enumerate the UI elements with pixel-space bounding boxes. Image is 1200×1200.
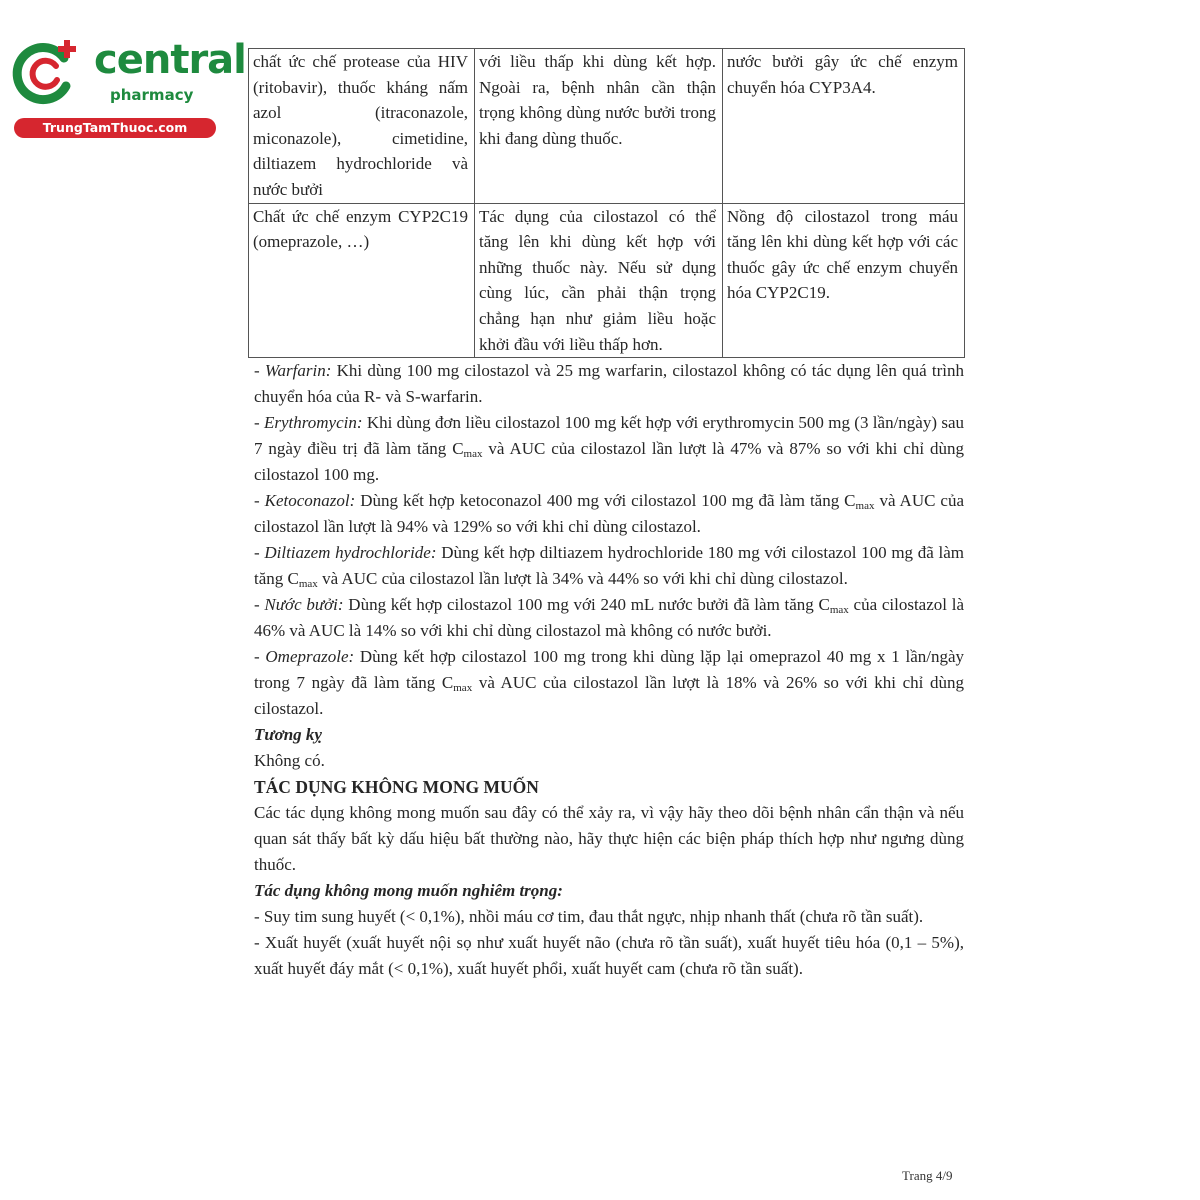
adverse-item: - Suy tim sung huyết (< 0,1%), nhồi máu cơ tim, đau thắt ngực, nhịp nhanh thất (chưa rõ tần suất). [254, 907, 924, 927]
logo-brand-subtitle: pharmacy [110, 86, 194, 104]
drug-name: - Ketoconazol: [254, 491, 356, 511]
logo-site-banner: TrungTamThuoc.com [14, 118, 216, 138]
interaction-warfarin [254, 358, 964, 410]
adverse-effects-intro: Các tác dụng không mong muốn sau đây có thể xảy ra, vì vậy hãy theo dõi bệnh nhân cẩn thận và nếu quan sát thấy bất kỳ dấu hiệu bất thường nào, hãy thực hiện các biện pháp thích hợp như ngưng dùng thuốc. [254, 803, 964, 875]
drug-name: - Omeprazole: [254, 647, 355, 667]
interaction-text: và AUC của cilostazol lần lượt là 18% và 26% so với khi chỉ dùng cilostazol. [254, 673, 964, 719]
cmax-subscript: max [463, 448, 483, 461]
cmax-subscript: max [298, 578, 318, 591]
cmax-subscript: max [829, 604, 849, 617]
cmax-subscript: max [453, 682, 473, 695]
incompatibility-text: Không có. [254, 751, 325, 771]
interaction-text: Dùng kết hợp ketoconazol 400 mg với cilostazol 100 mg đã làm tăng C [355, 491, 856, 511]
table-cell: Nồng độ cilostazol trong máu tăng lên khi dùng kết hợp với các thuốc gây ức chế enzym chuyển hóa CYP2C19. [723, 203, 965, 358]
interaction-diltiazem [254, 540, 964, 592]
page-number: Trang 4/9 [902, 1168, 953, 1183]
interaction-text: và AUC của cilostazol lần lượt là 94% và 129% so với khi chỉ dùng cilostazol. [254, 491, 964, 537]
adverse-item: - Xuất huyết (xuất huyết nội sọ như xuất huyết não (chưa rõ tần suất), xuất huyết tiêu hóa (0,1 – 5%), xuất huyết đáy mắt (< 0,1%), xuất huyết phổi, xuất huyết cam (chưa rõ tần suất). [254, 933, 964, 979]
drug-name: - Nước bưởi: [254, 595, 344, 615]
interaction-text: Dùng kết hợp cilostazol 100 mg với 240 mL nước bưởi đã làm tăng C [343, 595, 830, 615]
interaction-text: Dùng kết hợp diltiazem hydrochloride 180 mg với cilostazol 100 mg đã làm tăng C [254, 543, 964, 589]
table-row [249, 203, 965, 358]
interaction-text: của cilostazol là 46% và AUC là 14% so với khi chỉ dùng cilostazol mà không có nước bưởi. [254, 595, 964, 641]
interaction-text: Khi dùng đơn liều cilostazol 100 mg kết hợp với erythromycin 500 mg (3 lần/ngày) sau 7 ngày điều trị đã làm tăng C [254, 413, 965, 459]
table-cell: chất ức chế protease của HIV (ritobavir), thuốc kháng nấm azol (itraconazole, miconazole), cimetidine, diltiazem hydrochloride và nước bưởi [249, 49, 475, 204]
logo-brand-name: central [94, 37, 246, 83]
brand-logo [8, 36, 246, 136]
cmax-subscript: max [855, 500, 875, 513]
table-cell: Chất ức chế enzym CYP2C19 (omeprazole, …) [249, 203, 475, 358]
central-pharmacy-logo-icon [12, 36, 84, 108]
interaction-text: và AUC của cilostazol lần lượt là 47% và 87% so với khi chỉ dùng cilostazol 100 mg. [254, 439, 964, 485]
drug-interaction-table [248, 48, 965, 358]
interaction-erythromycin [254, 410, 964, 488]
interaction-text: Dùng kết hợp cilostazol 100 mg trong khi dùng lặp lại omeprazol 40 mg x 1 lần/ngày trong 7 ngày đã làm tăng C [254, 647, 965, 693]
interaction-ketoconazol [254, 488, 964, 540]
serious-adverse-heading: Tác dụng không mong muốn nghiêm trọng: [254, 881, 563, 901]
interaction-omeprazole [254, 644, 964, 722]
drug-name: - Warfarin: [254, 361, 332, 381]
interaction-grapefruit [254, 592, 964, 644]
table-cell: nước bưởi gây ức chế enzym chuyển hóa CYP3A4. [723, 49, 965, 204]
adverse-effects-title: TÁC DỤNG KHÔNG MONG MUỐN [254, 777, 539, 798]
table-row [249, 49, 965, 204]
interaction-text: Khi dùng 100 mg cilostazol và 25 mg warfarin, cilostazol không có tác dụng lên quá trình chuyển hóa của R- và S-warfarin. [254, 361, 964, 407]
table-cell: với liều thấp khi dùng kết hợp. Ngoài ra, bệnh nhân cần thận trọng không dùng nước bưởi trong khi đang dùng thuốc. [475, 49, 723, 204]
drug-name: - Diltiazem hydrochloride: [254, 543, 437, 563]
incompatibility-heading: Tương kỵ [254, 725, 322, 745]
document-page [248, 48, 964, 982]
drug-name: - Erythromycin: [254, 413, 363, 433]
interaction-text: và AUC của cilostazol lần lượt là 34% và 44% so với khi chỉ dùng cilostazol. [317, 569, 848, 589]
table-cell: Tác dụng của cilostazol có thể tăng lên khi dùng kết hợp với những thuốc này. Nếu sử dụng cùng lúc, cần phải thận trọng chẳng hạn như giảm liều hoặc khởi đầu với liều thấp hơn. [475, 203, 723, 358]
